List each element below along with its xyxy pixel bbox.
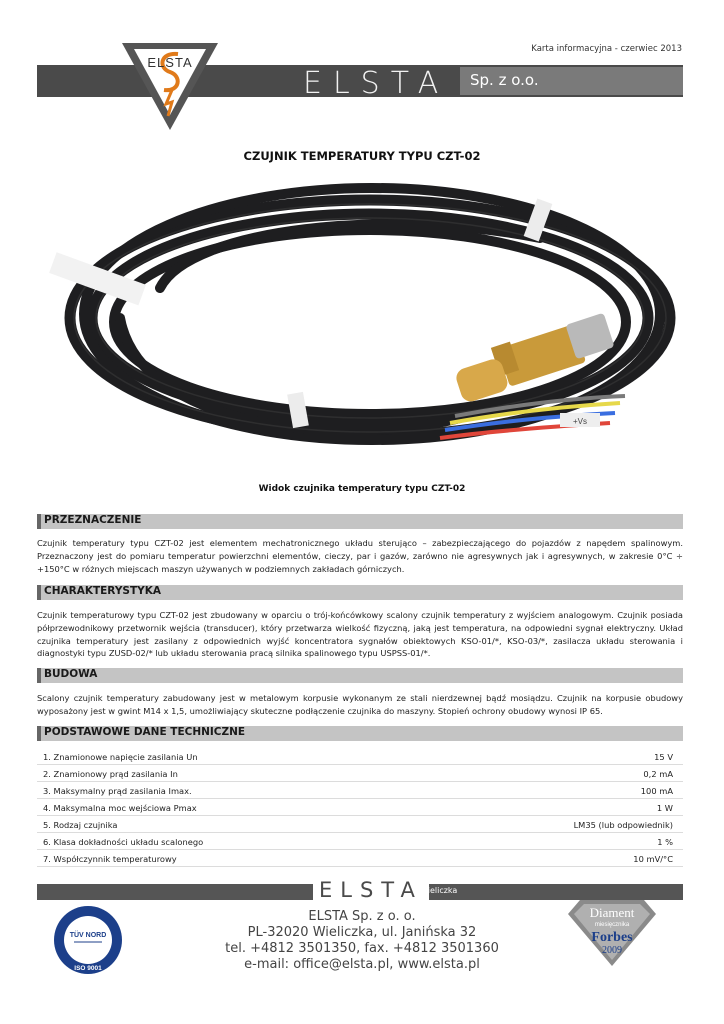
contact-address: PL-32020 Wieliczka, ul. Janińska 32 — [247, 925, 477, 940]
forbes-line3: Forbes — [591, 930, 633, 945]
sensor-photo — [40, 168, 685, 473]
spec-value: 100 mA — [640, 786, 673, 796]
table-row — [37, 748, 683, 765]
tuv-label: TÜV NORD — [69, 932, 107, 939]
contact-phone: tel. +4812 3501350, fax. +4812 3501360 — [225, 941, 499, 956]
table-row — [37, 833, 683, 850]
spec-label: 5. Rodzaj czujnika — [43, 820, 118, 830]
spec-value: 1 % — [657, 837, 673, 847]
section-bar-budowa — [37, 668, 683, 683]
wire-label: +Vs — [572, 417, 588, 426]
footer-city: Wieliczka — [420, 886, 458, 895]
section-heading-budowa: BUDOWA — [44, 668, 98, 680]
section-text-budowa: Scalony czujnik temperatury zabudowany jest w metalowym korpusie wykonanym ze stali nierdzewnej bądź mosiądzu. Czujnik na korpusie obudowy wyposażony jest w gwint M14 x 1,5, umożliwiający skuteczne podłączenie czujnika do maszyny. Stopień ochrony obudowy wynosi IP 65. — [37, 693, 683, 716]
spec-label: 2. Znamionowy prąd zasilania In — [43, 769, 178, 779]
spec-label: 1. Znamionowe napięcie zasilania Un — [43, 752, 198, 762]
photo-caption: Widok czujnika temperatury typu CZT-02 — [258, 484, 466, 494]
contact-email: e-mail: office@elsta.pl, www.elsta.pl — [244, 957, 480, 972]
table-row — [37, 816, 683, 833]
section-text-charakterystyka: Czujnik temperaturowy typu CZT-02 jest zbudowany w oparciu o trój-końcówkowy scalony czujnik temperatury z wyjściem analogowym. Czujnik posiada półprzewodnikowy przetwornik wejścia (transducer), który przetwarza wielkość fizyczną, jaką jest temperatura, na odpowiedni sygnał elektryczny. Układ czujnika temperatury jest zasilany z odpowiednich wyjść koncentratora sygnałów obiektowych KSO-01/*, KSO-03/*, zasilacza układu sterowania i diagnostyki typu ZUSD-02/* lub układu sterowania pracą silnika spalinowego typu USPSS-01/*. — [37, 610, 683, 659]
forbes-line2: miesięcznika — [594, 922, 630, 928]
table-row — [37, 799, 683, 816]
forbes-diamond-badge — [566, 898, 658, 968]
contact-company: ELSTA Sp. z o. o. — [308, 909, 416, 924]
forbes-line1: Diament — [589, 905, 635, 920]
forbes-year: 2009 — [602, 945, 622, 956]
section-heading-przeznaczenie: PRZEZNACZENIE — [44, 514, 142, 526]
spec-label: 7. Współczynnik temperaturowy — [43, 854, 177, 864]
table-row — [37, 850, 683, 867]
spec-label: 4. Maksymalna moc wejściowa Pmax — [43, 803, 197, 813]
document-title: CZUJNIK TEMPERATURY TYPU CZT-02 — [243, 149, 481, 163]
spec-value: 15 V — [654, 752, 673, 762]
spec-value: 0,2 mA — [643, 769, 673, 779]
footer-company-name: ELSTA — [313, 878, 429, 902]
header-company-suffix: Sp. z o.o. — [470, 71, 539, 89]
spec-value: 1 W — [656, 803, 673, 813]
spec-table — [37, 748, 683, 867]
iso-label: ISO 9001 — [74, 965, 102, 972]
section-heading-charakterystyka: CHARAKTERYSTYKA — [44, 585, 162, 597]
table-row — [37, 782, 683, 799]
section-text-przeznaczenie: Czujnik temperatury typu CZT-02 jest elementem mechatronicznego układu sterująco – zabezpieczającego do pojazdów z napędem spalinowym. Przeznaczony jest do pomiaru temperatur powierzchni elementów, cieczy, par i gazów, zarówno nie agresywnych jak i agresywnych, w zakresie 0°C ÷ +150°C w różnych miejscach maszyn używanych w podziemnych zakładach górniczych. — [37, 538, 683, 574]
header-company-name: ELSTA — [303, 66, 450, 101]
spec-value: LM35 (lub odpowiednik) — [573, 820, 673, 830]
document-date: Karta informacyjna - czerwiec 2013 — [531, 44, 682, 54]
table-row — [37, 765, 683, 782]
tuv-iso-badge — [52, 904, 124, 976]
elsta-logo — [120, 40, 220, 132]
section-heading-dane-techniczne: PODSTAWOWE DANE TECHNICZNE — [44, 726, 246, 738]
spec-value: 10 mV/°C — [633, 854, 673, 864]
spec-label: 3. Maksymalny prąd zasilania Imax. — [43, 786, 192, 796]
logo-text: ELSTA — [147, 55, 193, 70]
spec-label: 6. Klasa dokładności układu scalonego — [43, 837, 204, 847]
